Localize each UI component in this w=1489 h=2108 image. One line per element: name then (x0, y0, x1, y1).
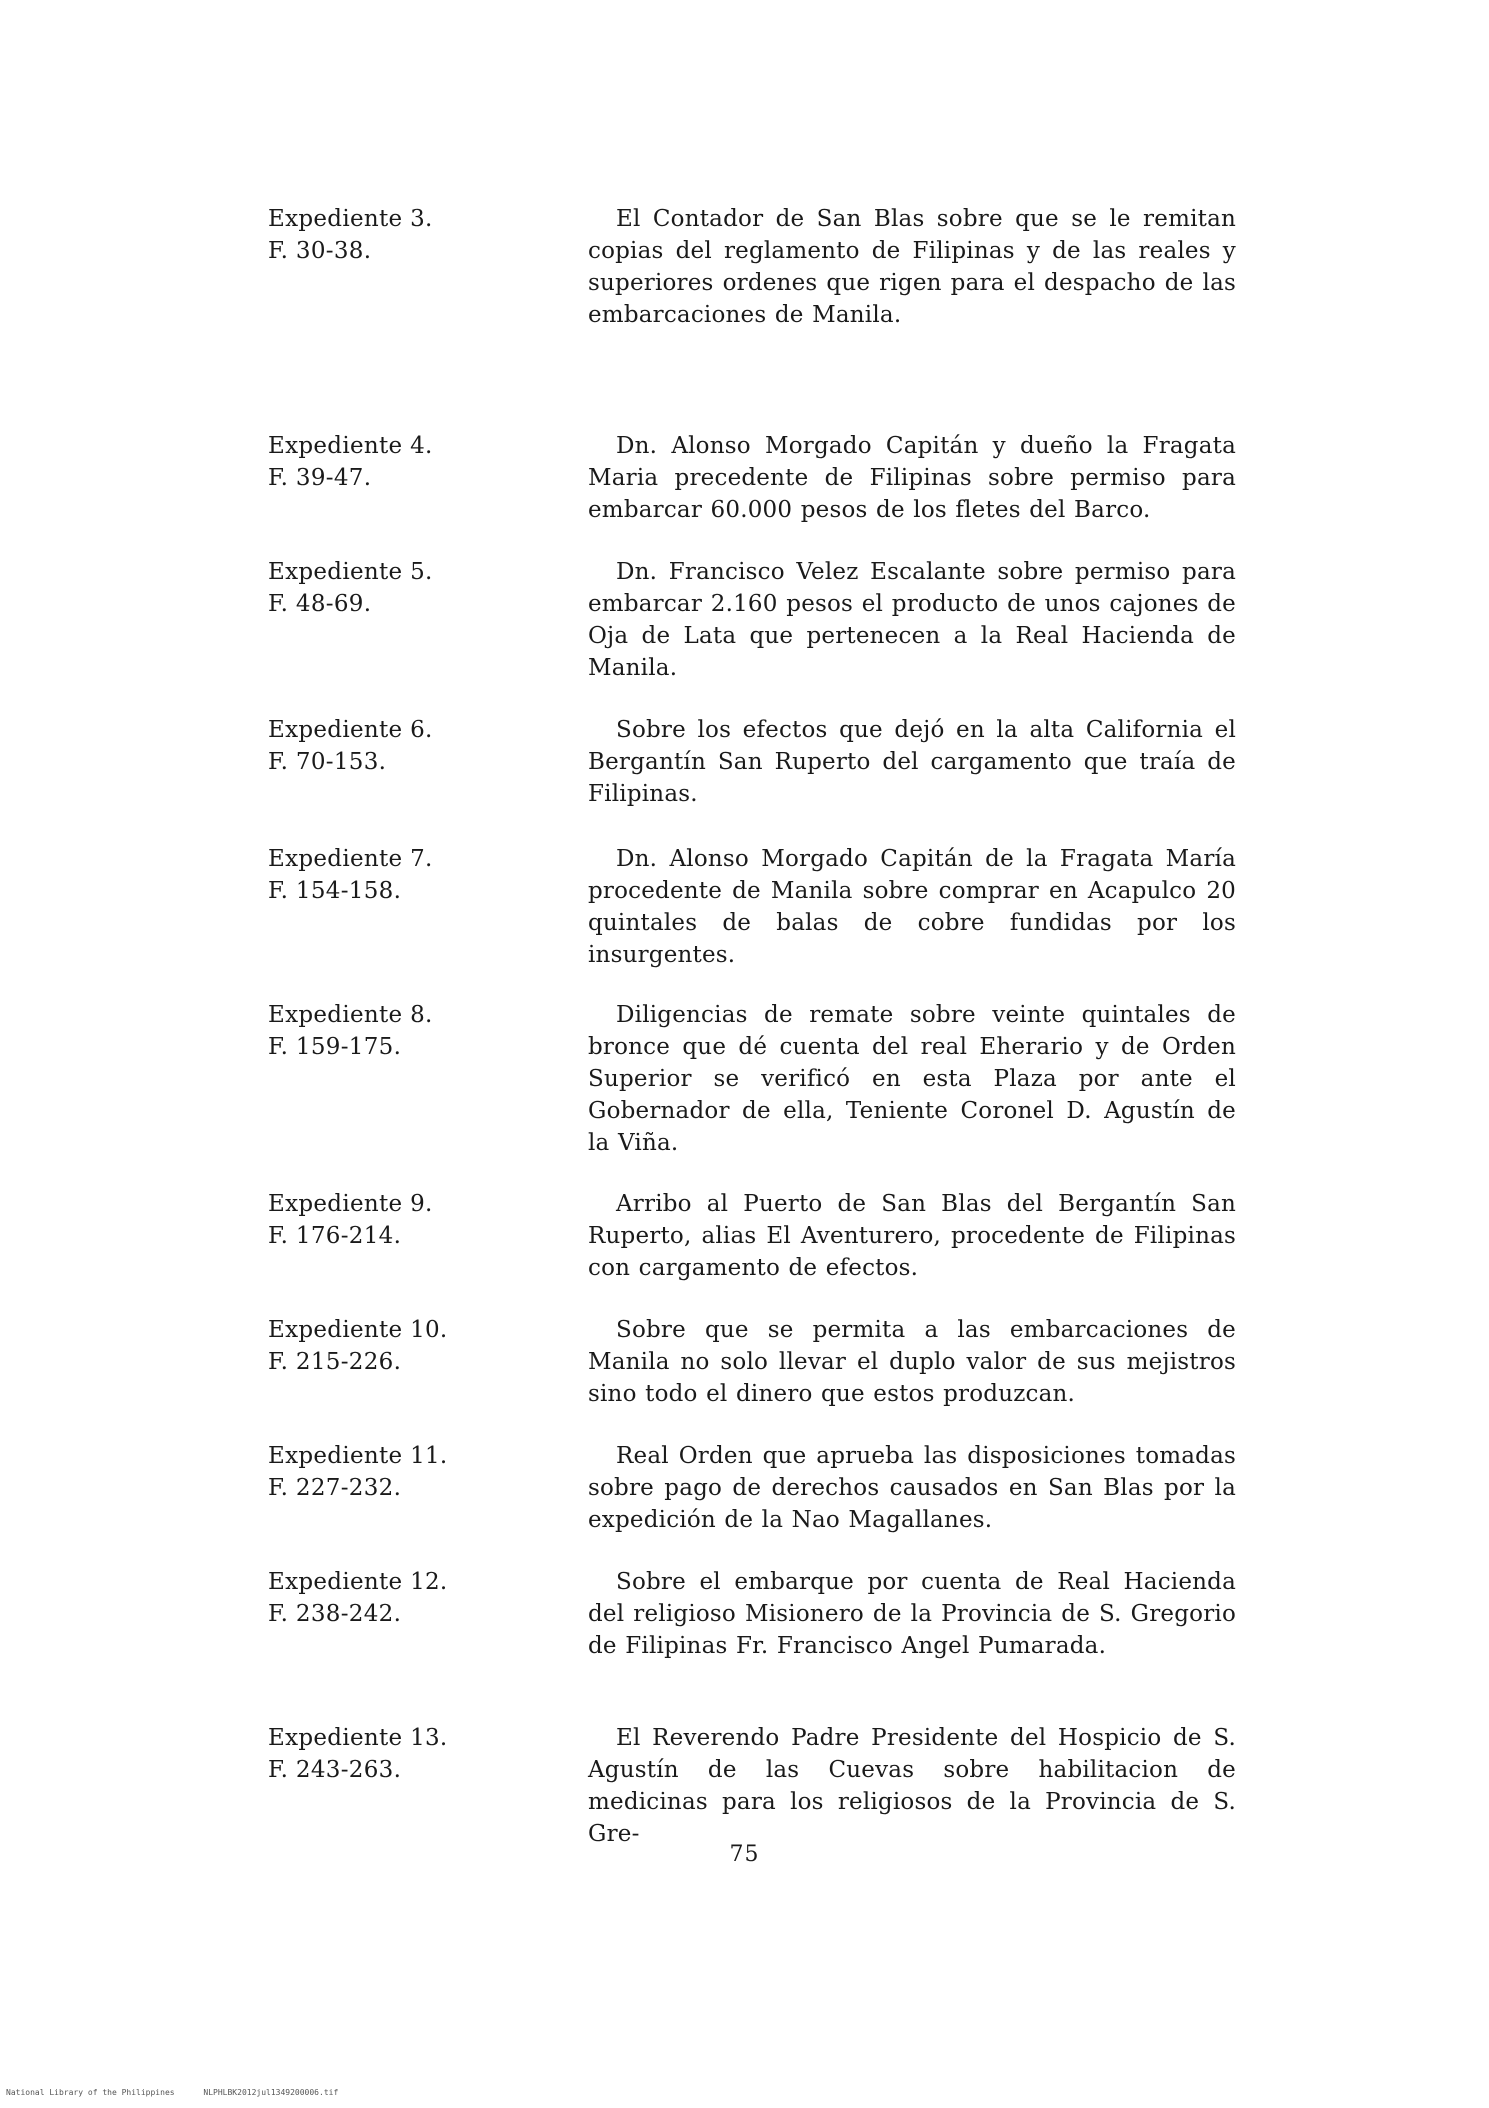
expediente-number: Expediente 8. (268, 1002, 433, 1028)
expediente-number: Expediente 11. (268, 1443, 448, 1469)
entry-reference (268, 1314, 468, 1378)
entry-description: Sobre que se permita a las embarcaciones de Manila no solo llevar el duplo valor de sus mejistros sino todo el dinero que estos produzcan. (588, 1317, 1236, 1407)
expediente-number: Expediente 4. (268, 433, 433, 459)
folio-range: F. 227-232. (268, 1475, 402, 1501)
entry-description: El Reverendo Padre Presidente del Hospicio de S. Agustín de las Cuevas sobre habilitacion de medicinas para los religiosos de la Provincia de S. Gre- (588, 1725, 1236, 1847)
page-number: 75 (729, 1842, 760, 1867)
folio-range: F. 70-153. (268, 749, 387, 775)
entry-reference (268, 999, 468, 1063)
entry-reference (268, 556, 468, 620)
entry-description: Sobre los efectos que dejó en la alta California el Bergantín San Ruperto del cargamento que traía de Filipinas. (588, 717, 1236, 807)
folio-range: F. 48-69. (268, 591, 372, 617)
scan-footer (6, 2088, 362, 2097)
folio-range: F. 159-175. (268, 1034, 402, 1060)
expediente-number: Expediente 13. (268, 1725, 448, 1751)
expediente-number: Expediente 12. (268, 1569, 448, 1595)
footer-library: National Library of the Philippines (6, 2088, 175, 2097)
entry-description: Real Orden que aprueba las disposiciones tomadas sobre pago de derechos causados en San Blas por la expedición de la Nao Magallanes. (588, 1443, 1236, 1533)
entry-description: Dn. Francisco Velez Escalante sobre permiso para embarcar 2.160 pesos el producto de unos cajones de Oja de Lata que pertenecen a la Real Hacienda de Manila. (588, 559, 1236, 681)
folio-range: F. 176-214. (268, 1223, 402, 1249)
expediente-number: Expediente 10. (268, 1317, 448, 1343)
footer-file: NLPHLBK2012jul1349200006.tif (203, 2088, 339, 2097)
entry-description: Arribo al Puerto de San Blas del Bergantín San Ruperto, alias El Aventurero, procedente de Filipinas con cargamento de efectos. (588, 1191, 1236, 1281)
entry-description: Dn. Alonso Morgado Capitán de la Fragata María procedente de Manila sobre comprar en Acapulco 20 quintales de balas de cobre fundidas por los insurgentes. (588, 846, 1236, 968)
entry-description: El Contador de San Blas sobre que se le remitan copias del reglamento de Filipinas y de las reales y superiores ordenes que rigen para el despacho de las embarcaciones de Manila. (588, 206, 1236, 328)
folio-range: F. 39-47. (268, 465, 372, 491)
folio-range: F. 154-158. (268, 878, 402, 904)
entry-reference (268, 430, 468, 494)
entry-reference (268, 1722, 468, 1786)
entry-reference (268, 1440, 468, 1504)
folio-range: F. 238-242. (268, 1601, 402, 1627)
expediente-number: Expediente 3. (268, 206, 433, 232)
folio-range: F. 30-38. (268, 238, 372, 264)
expediente-number: Expediente 9. (268, 1191, 433, 1217)
entry-reference (268, 714, 468, 778)
entry-reference (268, 1188, 468, 1252)
folio-range: F. 215-226. (268, 1349, 402, 1375)
entry-description: Diligencias de remate sobre veinte quintales de bronce que dé cuenta del real Eherario y de Orden Superior se verificó en esta Plaza por ante el Gobernador de ella, Teniente Coronel D. Agustín de la Viña. (588, 1002, 1236, 1156)
entry-description: Sobre el embarque por cuenta de Real Hacienda del religioso Misionero de la Provincia de S. Gregorio de Filipinas Fr. Francisco Angel Pumarada. (588, 1569, 1236, 1659)
expediente-number: Expediente 6. (268, 717, 433, 743)
entry-reference (268, 1566, 468, 1630)
expediente-number: Expediente 7. (268, 846, 433, 872)
entry-description: Dn. Alonso Morgado Capitán y dueño la Fragata Maria precedente de Filipinas sobre permiso para embarcar 60.000 pesos de los fletes del Barco. (588, 433, 1236, 523)
entry-reference (268, 203, 468, 267)
folio-range: F. 243-263. (268, 1757, 402, 1783)
expediente-number: Expediente 5. (268, 559, 433, 585)
entry-reference (268, 843, 468, 907)
